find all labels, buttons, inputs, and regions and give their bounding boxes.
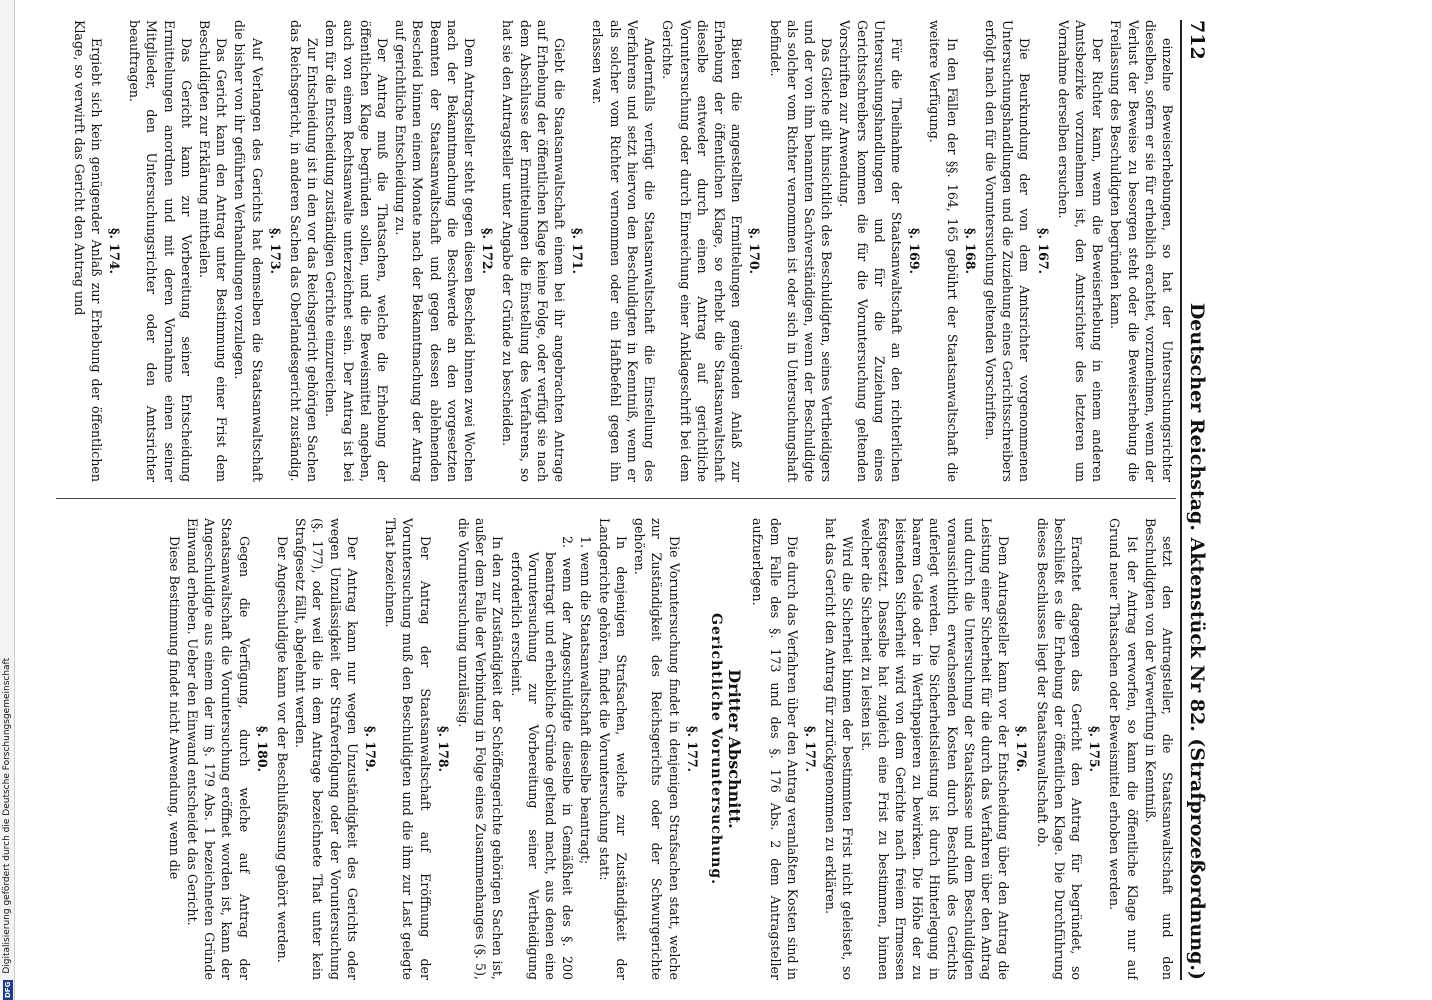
footer-credit-text: Digitalisierung gefördert durch die Deutsche Forschungsgemeinschaft (2, 657, 12, 974)
section-number: §. 179. (363, 725, 379, 773)
section-number: §. 177. (802, 725, 818, 773)
paragraph: Dem Antragsteller steht gegen diesen Bescheid binnen zwei Wochen nach der Bekanntmachung die Beschwerde an den vorgesetzten Beamten der Staatsanwaltschaft und gegen dessen ablehnenden Bescheid binnen einem Monate nach der Bekanntmachung der Antrag auf gerichtliche Entscheidung zu. (393, 20, 478, 482)
rotated-page (20, 0, 1220, 1000)
section-number: §. 169. (907, 227, 923, 275)
paragraph: einzelne Beweiserhebungen, so hat der Untersuchungsrichter dieselben, sofern er sie für erheblich erachtet, vorzunehmen, wenn der Verlust der Beweise zu besorgen steht oder die Beweiserhebung die Freilassung des Beschuldigten begründen kann. (1108, 20, 1175, 482)
chapter-subheading: Gerichtliche Voruntersuchung. (707, 612, 724, 886)
paragraph: Wird die Sicherheit binnen der bestimmten Frist nicht geleistet, so hat das Gericht den Antrag für zurückgenommen zu erklären. (823, 518, 856, 980)
paragraph: setzt den Antragsteller, die Staatsanwaltschaft und den Beschuldigten von der Verwerfung in Kenntniß. (1142, 518, 1175, 980)
page-number: 712 (1186, 20, 1208, 60)
paragraph: In den Fällen der §§. 164, 165 gebührt der Staatsanwaltschaft die weitere Verfügung. (927, 20, 960, 482)
paragraph: Andernfalls verfügt die Staatsanwaltschaft die Einstellung des Verfahrens und setzt hiervon den Beschuldigten in Kenntniß, wenn er als solcher vom Richter vernommen oder ein Haftbefehl gegen ihn erlassen war. (590, 20, 658, 482)
paragraph: Die Voruntersuchung findet in denjenigen Strafsachen statt, welche zur Zuständigkeit des Reichsgerichts oder der Schwurgerichte gehören. (632, 518, 682, 980)
right-column (46, 518, 1176, 980)
section-number: §. 176. (1014, 725, 1030, 773)
footer-strip (0, 0, 15, 1000)
section-number: §. 168. (962, 227, 978, 275)
section-number: §. 167. (1035, 227, 1051, 275)
paragraph: Der Richter kann, wenn die Beweiserhebung in einem anderen Amtsbezirke vorzunehmen ist, den Amtsrichter des letzteren um Vornahme derselben ersuchen. (1055, 20, 1106, 482)
list-item: 2. wenn der Angeschuldigte dieselbe in Gemäßheit des §. 200 beantragt und erhebliche Gründe geltend macht, aus denen eine Voruntersuchung zur Vorbereitung seiner Vertheidigung erforderlich erscheint. (508, 536, 576, 980)
dfg-logo-icon: DFG (3, 981, 12, 998)
section-number: §. 171. (570, 227, 586, 275)
footer-credit (1, 0, 14, 1000)
paragraph: In den zur Zuständigkeit der Schöffengerichte gehörigen Sachen ist, außer dem Falle der Verbindung in Folge eines Zusammenhanges (§. 5), die Voruntersuchung unzulässig. (456, 518, 506, 980)
paragraph: Der Antrag kann nur wegen Unzuständigkeit des Gerichts oder wegen Unzulässigkeit der Strafverfolgung oder der Voruntersuchung (§. 177), oder weil die in dem Antrage bezeichnete That unter kein Strafgesetz fällt, abgelehnt werden. (293, 518, 360, 980)
paragraph: Das Gericht kann zur Vorbereitung seiner Entscheidung Ermittelungen anordnen und mit deren Vornahme einen seiner Mitglieder, den Untersuchungsrichter oder den Amtsrichter beauftragen. (127, 20, 194, 482)
paragraph: Das Gericht kann den Antrag unter Bestimmung einer Frist dem Beschuldigten zur Erklärung mittheilen. (197, 20, 230, 482)
paragraph: Der Angeschuldigte kann vor der Beschlußfassung gehört werden. (275, 536, 291, 963)
section-number: §. 170. (747, 227, 763, 275)
paragraph: Diese Bestimmung findet nicht Anwendung, wenn die (166, 536, 182, 880)
paragraph: Zur Entscheidung ist in den vor das Reichsgericht gehörigen Sachen das Reichsgericht, in anderen Sachen das Oberlandesgericht zuständig. (288, 20, 321, 482)
paragraph: Ist der Antrag verworfen, so kann die öffentliche Klage nur auf Grund neuer Thatsachen oder Beweismittel erhoben werden. (1107, 518, 1140, 980)
paragraph: Bieten die angestellten Ermittelungen genügenden Anlaß zur Erhebung der öffentlichen Klage, so erhebt die Staatsanwaltschaft dieselbe entweder durch einen Antrag auf gerichtliche Voruntersuchung oder durch Einreichung einer Anklageschrift bei dem Gerichte. (660, 20, 745, 482)
section-number: §. 180. (254, 725, 270, 773)
paragraph: Auf Verlangen des Gerichts hat demselben die Staatsanwaltschaft die bisher von ihr geführten Verhandlungen vorzulegen. (232, 20, 265, 482)
section-number: §. 175. (1087, 725, 1103, 773)
section-number: §. 173. (267, 227, 283, 275)
paragraph: Die Beurkundung der von dem Amtsrichter vorgenommenen Untersuchungshandlungen und die Zuziehung eines Gerichtsschreibers erfolgt nach den für die Voruntersuchung geltenden Vorschriften. (982, 20, 1033, 482)
paragraph: Die durch das Verfahren über den Antrag veranlaßten Kosten sind in dem Falle des §. 173 und des §. 176 Abs. 2 dem Antragsteller aufzuerlegen. (750, 518, 800, 980)
paragraph: Ergiebt sich kein genügender Anlaß zur Erhebung der öffentlichen Klage, so verwirft das Gericht den Antrag und (71, 20, 104, 482)
left-column (46, 20, 1176, 482)
paragraph: Gegen die Verfügung, durch welche auf Antrag der Staatsanwaltschaft die Voruntersuchung eröffnet worden ist, kann der Angeschuldigte aus einem der im §. 179 Abs. 1 bezeichneten Gründe Einwand erheben. Ueber den Einwand entscheidet das Gericht. (185, 518, 252, 980)
chapter-heading: Dritter Abschnitt. (725, 669, 745, 829)
paragraph: Dem Antragsteller kann vor der Entscheidung über den Antrag die Leistung einer Sicherheit für die durch das Verfahren über den Antrag und durch die Untersuchung der Staatskasse und dem Beschuldigten voraussichtlich erwachsenden Kosten durch Beschluß des Gerichts auferlegt werden. Die Sicherheitsleistung ist durch Hinterlegung in baarem Gelde oder in Werthpapieren zu bewirken. Die Höhe der zu leistenden Sicherheit wird von dem Gerichte nach freiem Ermessen festgesetzt. Dasselbe hat zugleich eine Frist zu bestimmen, binnen welcher die Sicherheit zu leisten ist. (858, 518, 1012, 980)
section-number: §. 174. (107, 227, 123, 275)
paragraph: Erachtet dagegen das Gericht den Antrag für begründet, so beschließt es die Erhebung der öffentlichen Klage. Die Durchführung dieses Beschlusses liegt der Staatsanwaltschaft ob. (1034, 518, 1084, 980)
paragraph: Giebt die Staatsanwaltschaft einem bei ihr angebrachten Antrage auf Erhebung der öffentlichen Klage keine Folge, oder verfügt sie nach dem Abschlusse der Ermittelungen die Einstellung des Verfahrens, so hat sie den Antragsteller unter Angabe der Gründe zu bescheiden. (500, 20, 568, 482)
list-item: 1. wenn die Staatsanwaltschaft dieselbe beantragt; (578, 536, 594, 865)
section-number: §. 178. (435, 725, 451, 773)
column-divider (56, 498, 1176, 499)
paragraph: Das Gleiche gilt hinsichtlich des Beschuldigten, seines Vertheidigers und der von ihm benannten Sachverständigen, wenn der Beschuldigte als solcher vom Richter vernommen ist oder sich in Untersuchungshaft befindet. (767, 20, 835, 482)
paragraph: In denjenigen Strafsachen, welche zur Zuständigkeit der Landgerichte gehören, findet die Voruntersuchung statt: (596, 518, 629, 980)
section-number: §. 172. (480, 227, 496, 275)
page-header (1180, 20, 1220, 980)
page-title: Deutscher Reichstag. Aktenstück Nr 82. (Strafprozeßordnung.) (1186, 302, 1208, 980)
paragraph: Der Antrag muß die Thatsachen, welche die Erhebung der öffentlichen Klage begründen sollen, und die Beweismittel angeben, auch von einem Rechtsanwalte unterzeichnet sein. Der Antrag ist bei dem für die Entscheidung zuständigen Gerichte einzureichen. (323, 20, 391, 482)
paragraph: Für die Theilnahme der Staatsanwaltschaft an den richterlichen Untersuchungshandlungen und für die Zuziehung eines Gerichtsschreibers kommen die für die Voruntersuchung geltenden Vorschriften zur Anwendung. (837, 20, 904, 482)
section-number: §. 177. (684, 725, 700, 773)
paragraph: Der Antrag der Staatsanwaltschaft auf Eröffnung der Voruntersuchung muß den Beschuldigten und die ihm zur Last gelegte That bezeichnen. (383, 518, 433, 980)
